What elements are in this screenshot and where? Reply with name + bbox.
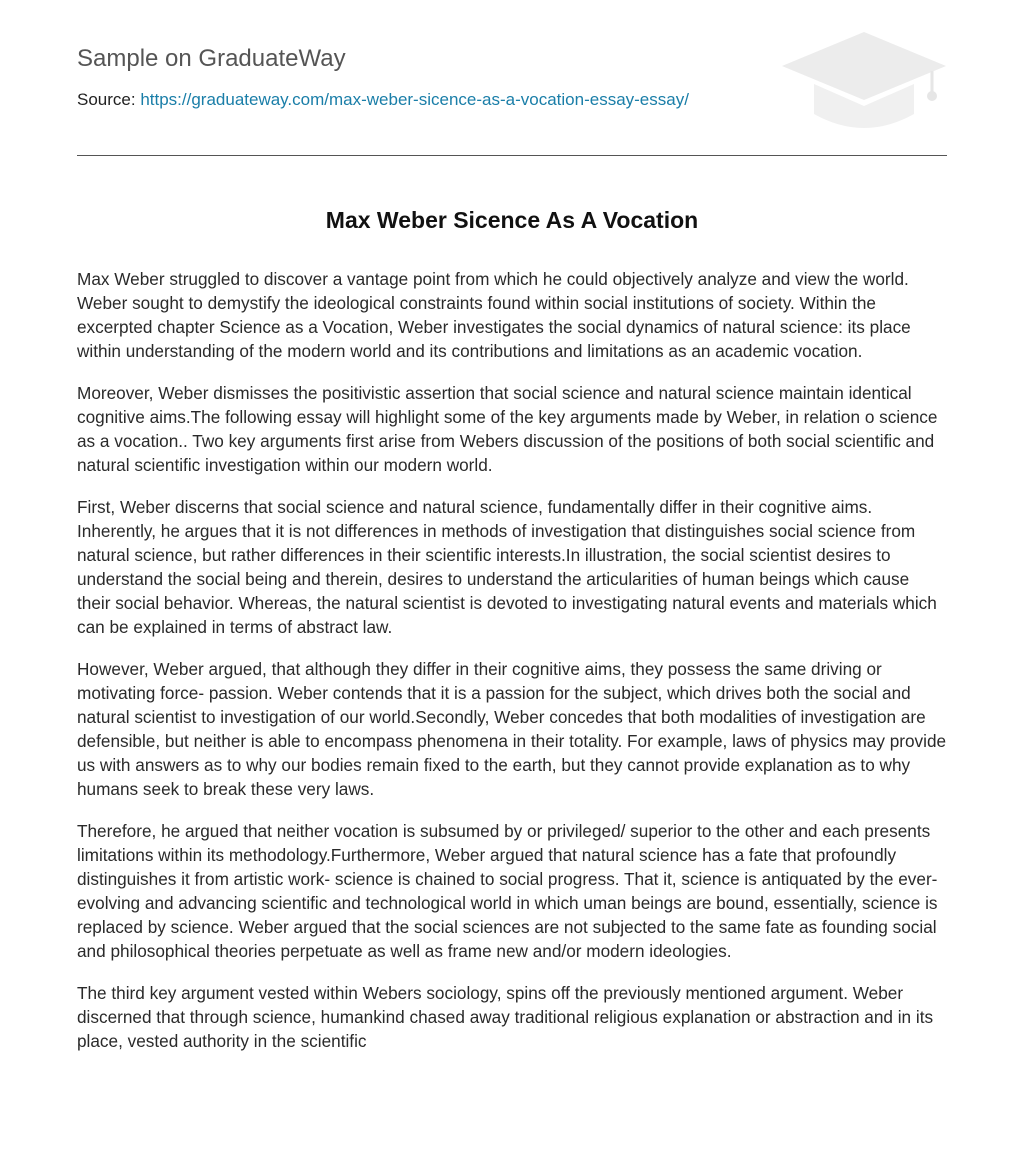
article-paragraph: Max Weber struggled to discover a vantage point from which he could objectively analyze and view the world. Weber sought to demystify the ideological constraints found within social institutions of society. Within the excerpted chapter Science as a Vocation, Weber investigates the social dynamics of natural science: its place within understanding of the modern world and its contributions and limitations as an academic vocation.: [77, 269, 911, 361]
article-title: Max Weber Sicence As A Vocation: [325, 207, 699, 233]
page-header: [77, 0, 947, 156]
source-line: [77, 89, 689, 111]
article-paragraph: The third key argument vested within Webers sociology, spins off the previously mentioned argument. Weber discerned that through science, humankind chased away traditional religious explanation or abstraction and in its place, vested authority in the scientific: [77, 983, 934, 1051]
source-link[interactable]: https://graduateway.com/max-weber-sicence-as-a-vocation-essay-essay/: [140, 90, 689, 109]
article-paragraph: First, Weber discerns that social science and natural science, fundamentally differ in their cognitive aims. Inherently, he argues that it is not differences in methods of investigation that distinguishes social science from natural science, but rather differences in their scientific interests.In illustration, the social scientist desires to understand the social being and therein, desires to understand the articularities of human beings which cause their social behavior. Whereas, the natural scientist is devoted to investigating natural events and materials which can be explained in terms of abstract law.: [77, 497, 937, 637]
site-name: Sample on GraduateWay: [77, 45, 346, 72]
article-paragraph: However, Weber argued, that although they differ in their cognitive aims, they possess the same driving or motivating force- passion. Weber contends that it is a passion for the subject, which drives both the social and natural scientist to investigation of our world.Secondly, Weber concedes that both modalities of investigation are defensible, but neither is able to encompass phenomena in their totality. For example, laws of physics may provide us with answers as to why our bodies remain fixed to the earth, but they cannot provide explanation as to why humans seek to break these very laws.: [77, 659, 947, 799]
article-body: [77, 267, 947, 1071]
article-paragraph: Therefore, he argued that neither vocation is subsumed by or privileged/ superior to the other and each presents limitations within its methodology.Furthermore, Weber argued that natural science has a fate that profoundly distinguishes it from artistic work- science is chained to social progress. That it, science is antiquated by the ever- evolving and advancing scientific and technological world in which uman beings are bound, essentially, science is replaced by science. Weber argued that the social sciences are not subjected to the same fate as founding social and philosophical theories perpetuate as well as frame new and/or modern ideologies.: [77, 821, 938, 961]
header-divider: [77, 155, 947, 156]
article-paragraph: Moreover, Weber dismisses the positivistic assertion that social science and natural science maintain identical cognitive aims.The following essay will highlight some of the key arguments made by Weber, in relation o science as a vocation.. Two key arguments first arise from Webers discussion of the positions of both social scientific and natural scientific investigation within our modern world.: [77, 383, 938, 475]
graduation-cap-icon: [780, 30, 948, 134]
source-label: Source:: [77, 90, 141, 109]
